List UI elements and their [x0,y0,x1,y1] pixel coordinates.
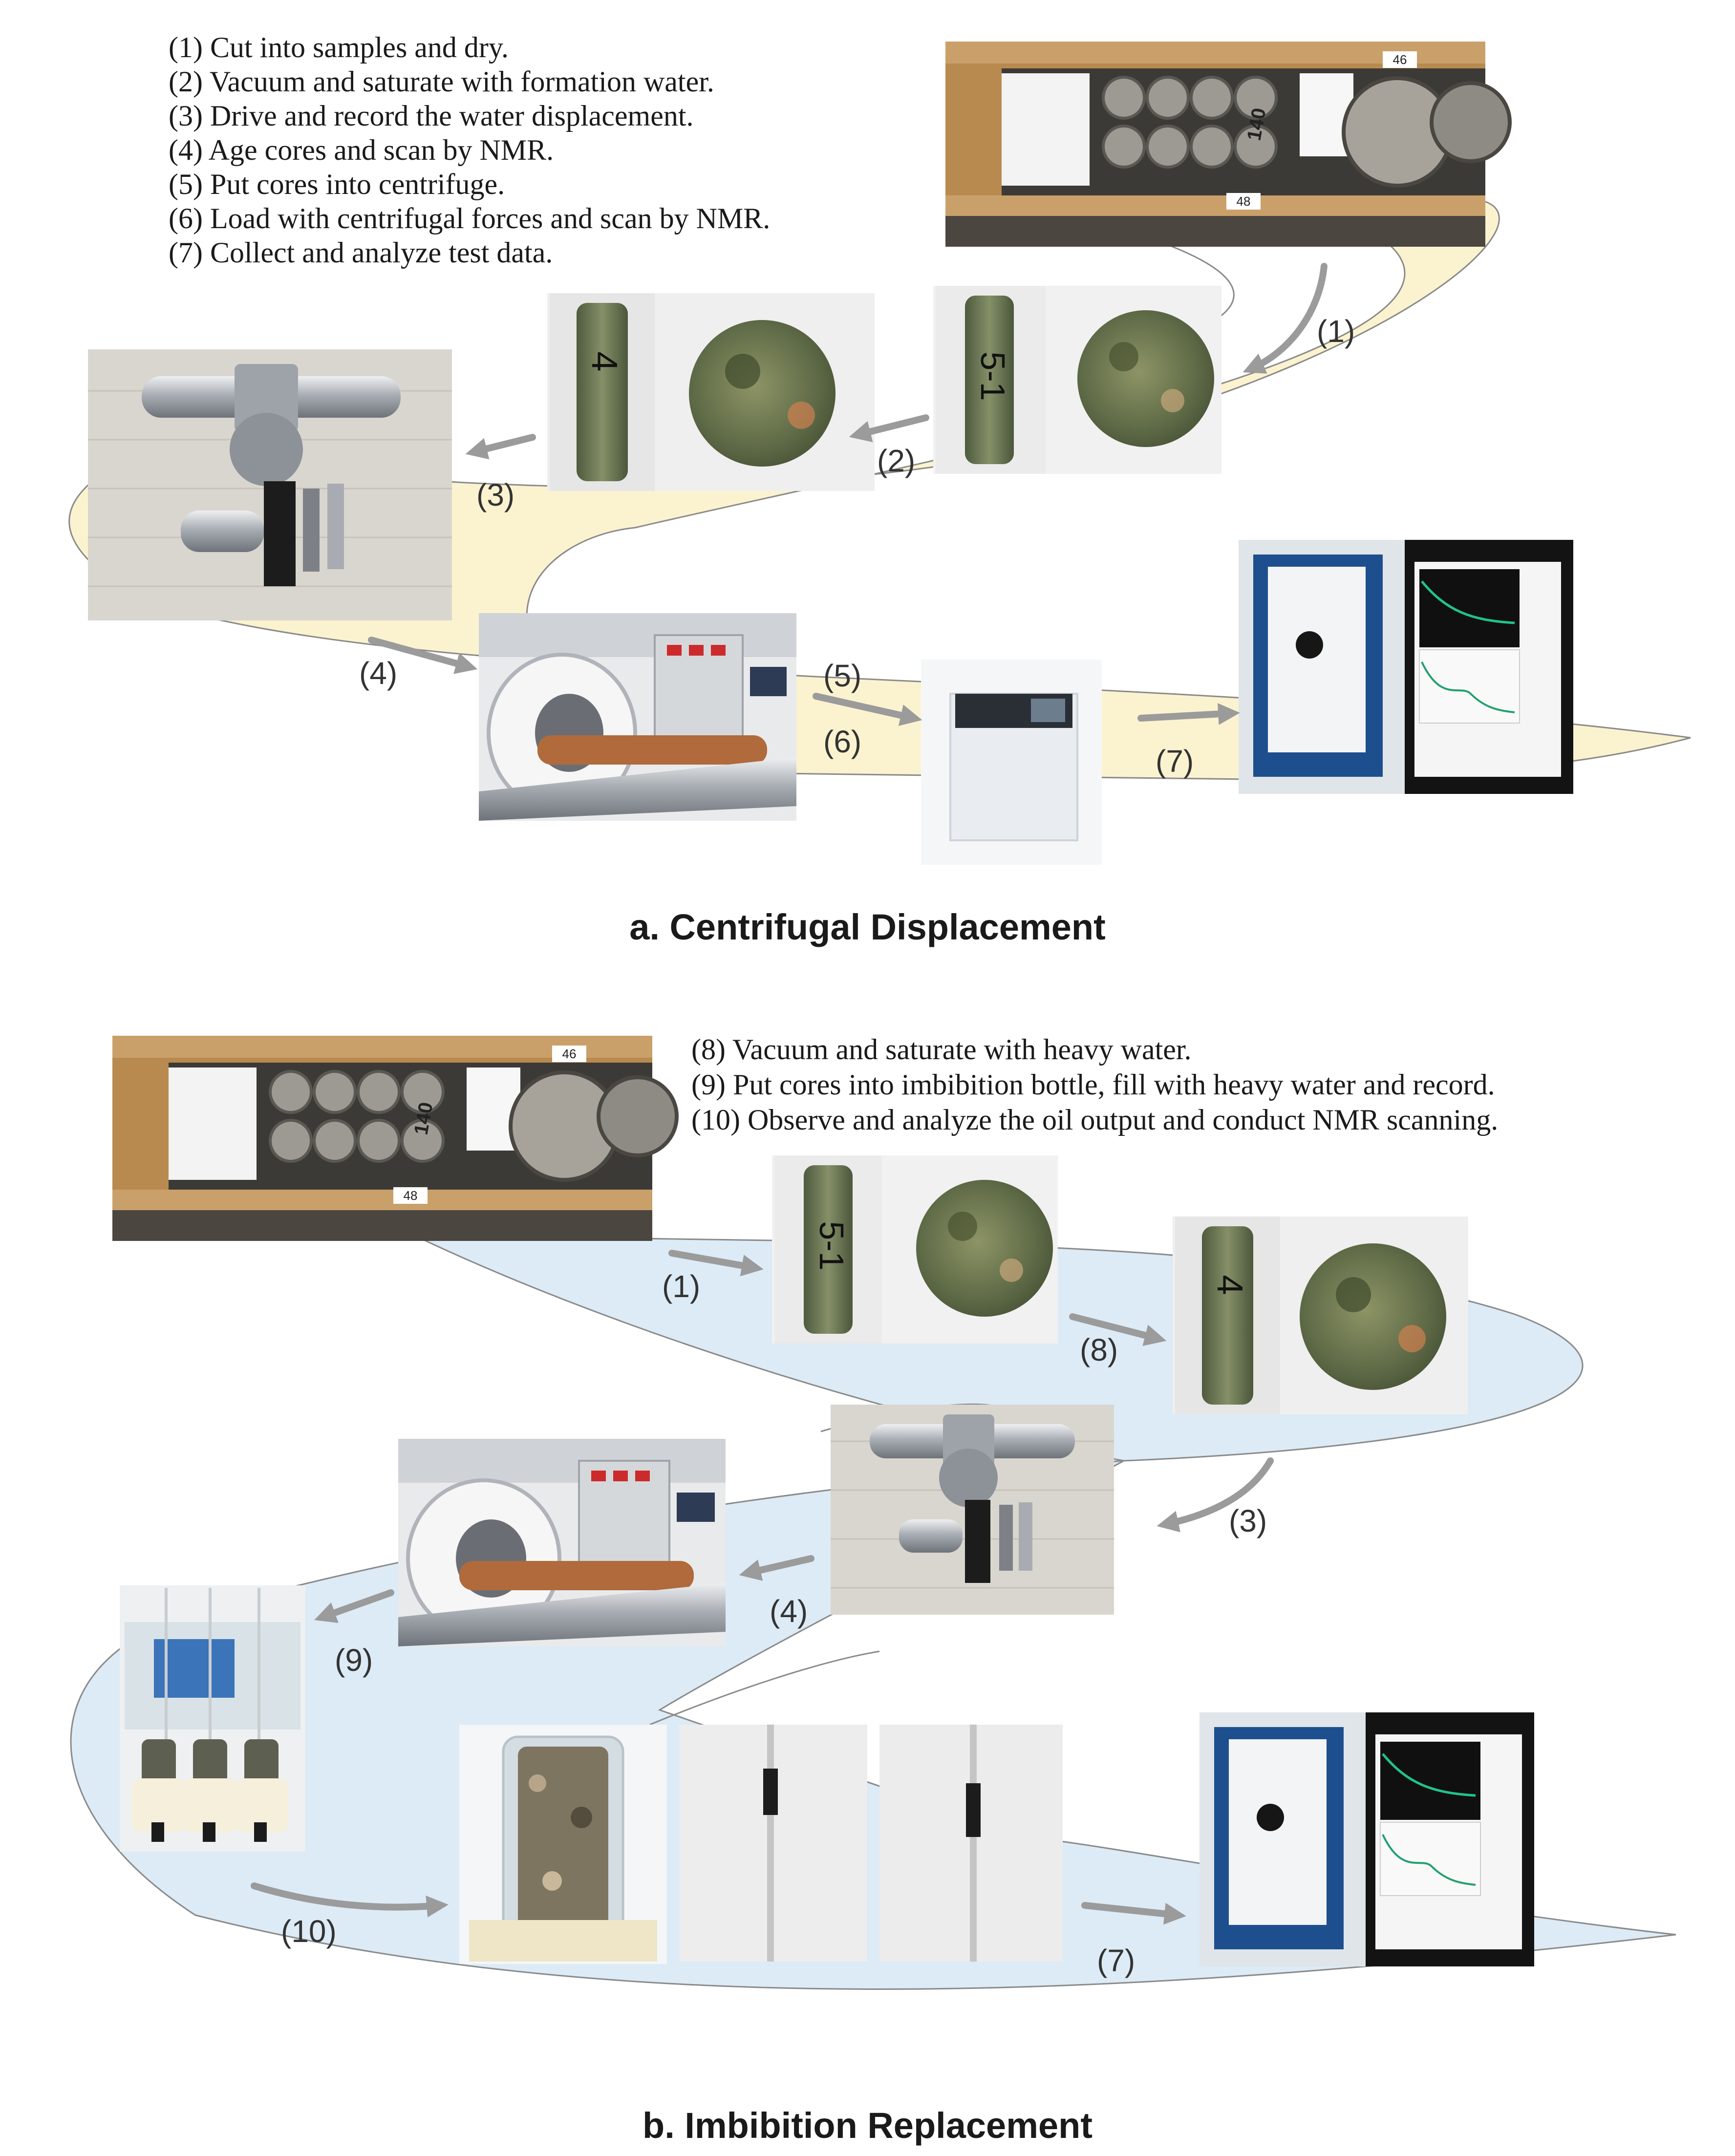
arrow-label-a5: (5) [823,658,862,693]
arrow-label-a2: (2) [877,443,916,478]
box-sample-label-b: 140 [410,1100,437,1137]
step-a-3: (3) Drive and record the water displacement. [169,100,694,132]
arrow-label-b9: (9) [335,1643,373,1678]
box-label-bottom-a: 48 [1236,194,1251,209]
graduated-tube-photo-1 [679,1725,867,1962]
core-holder-photo-a [88,349,452,620]
step-a-4: (4) Age cores and scan by NMR. [169,134,554,166]
box-label-bottom-b: 48 [403,1188,418,1203]
step-b-8: (8) Vacuum and saturate with heavy water. [691,1033,1192,1066]
core-box-photo-b [112,1036,677,1241]
arrow-label-a3: (3) [476,477,515,512]
box-sample-label-a: 140 [1243,106,1270,143]
arrow-label-b1: (1) [662,1269,701,1304]
arrow-label-b4: (4) [770,1594,808,1629]
arrow-label-a7: (7) [1156,744,1194,779]
arrow-label-b10: (10) [281,1914,337,1949]
arrow-label-b7: (7) [1097,1943,1135,1978]
core-sample-photo-a1 [933,286,1221,474]
step-list-b [691,1032,1498,1137]
step-b-9: (9) Put cores into imbibition bottle, fill with heavy water and record. [691,1068,1495,1101]
core-sample-photo-a2 [547,293,875,491]
step-list-a [169,30,770,270]
box-label-top-b: 46 [562,1046,577,1061]
step-a-7: (7) Collect and analyze test data. [169,236,553,269]
arrow-label-a1: (1) [1317,314,1355,349]
step-b-10: (10) Observe and analyze the oil output and conduct NMR scanning. [691,1104,1499,1136]
centrifuge-photo-a [921,660,1102,865]
imbibition-bottle-photo [459,1725,667,1964]
step-a-1: (1) Cut into samples and dry. [169,31,509,64]
nmr-analyzer-photo-a [1239,540,1573,794]
imbibition-apparatus-photo [120,1585,305,1852]
core-mark-b2: 4 [1210,1275,1250,1295]
core-mark-a2: 4 [584,351,625,372]
step-a-6: (6) Load with centrifugal forces and scan by NMR. [169,202,771,235]
core-sample-photo-b1 [772,1155,1058,1344]
core-mark-b1: 5-1 [813,1221,851,1271]
core-sample-photo-b2 [1173,1217,1468,1414]
core-holder-photo-b [831,1405,1114,1615]
nmr-analyzer-photo-b [1200,1712,1534,1966]
arrow-a7 [1141,713,1231,718]
nmr-scanner-photo-b [398,1439,726,1646]
step-a-5: (5) Put cores into centrifuge. [169,168,505,200]
box-label-top-a: 46 [1392,52,1407,67]
arrow-label-a6: (6) [823,724,862,759]
core-box-photo-a [945,42,1510,247]
nmr-scanner-photo-a [479,613,796,821]
graduated-tube-photo-2 [879,1725,1063,1962]
arrow-label-b3: (3) [1229,1503,1267,1538]
step-a-2: (2) Vacuum and saturate with formation water. [169,65,714,98]
arrow-a3 [474,437,533,452]
core-mark-a1: 5-1 [974,351,1012,401]
arrow-label-b8: (8) [1080,1332,1118,1367]
panel-title-a: a. Centrifugal Displacement [629,907,1106,947]
arrow-label-a4: (4) [359,656,398,691]
panel-title-b: b. Imbibition Replacement [643,2105,1092,2146]
